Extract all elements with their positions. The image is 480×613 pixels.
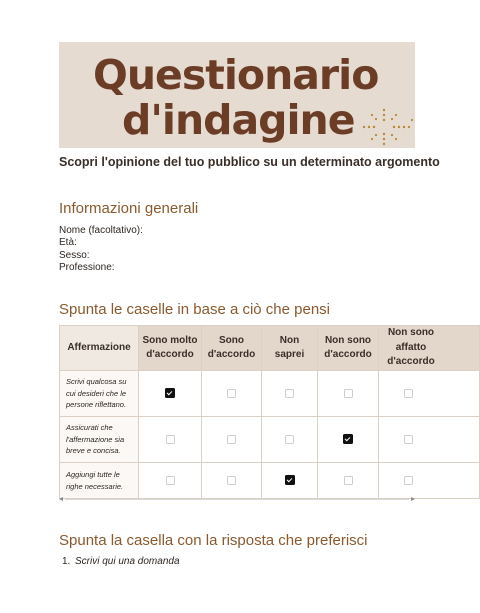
page-title-line-1: Questionario — [93, 51, 379, 99]
statement-cell: Assicurati che l'affermazione sia breve e concisa. — [60, 417, 139, 463]
table-row — [60, 463, 480, 499]
table-row — [60, 417, 480, 463]
survey-table — [59, 325, 480, 499]
table-row — [60, 371, 480, 417]
section-heading-general-info: Informazioni generali — [59, 200, 199, 217]
checkbox[interactable] — [227, 389, 236, 398]
scroll-right-icon[interactable] — [411, 497, 415, 501]
checkbox[interactable] — [165, 388, 175, 398]
column-header-disagree: Non sono d'accordo — [318, 326, 379, 371]
page-subtitle: Scopri l'opinione del tuo pubblico su un determinato argomento — [59, 155, 440, 169]
question-text[interactable]: Scrivi qui una domanda — [75, 556, 180, 567]
checkbox[interactable] — [227, 476, 236, 485]
checkbox[interactable] — [344, 389, 353, 398]
column-header-agree: Sono d'accordo — [202, 326, 262, 371]
checkbox[interactable] — [404, 476, 413, 485]
page-title-line-2: d'indagine — [122, 96, 355, 144]
checkbox[interactable] — [166, 476, 175, 485]
field-profession-label[interactable]: Professione: — [59, 261, 115, 273]
field-gender-label[interactable]: Sesso: — [59, 249, 90, 261]
statement-cell: Aggiungi tutte le righe necessarie. — [60, 463, 139, 499]
table-horizontal-scrollbar[interactable] — [59, 497, 415, 502]
checkbox[interactable] — [404, 435, 413, 444]
section-heading-survey: Spunta le caselle in base a ciò che pensi — [59, 301, 331, 318]
checkbox[interactable] — [404, 389, 413, 398]
column-header-statement: Affermazione — [60, 326, 139, 371]
section-heading-preference: Spunta la casella con la risposta che preferisci — [59, 532, 368, 549]
checkbox[interactable] — [343, 434, 353, 444]
question-list-item — [62, 556, 180, 567]
checkbox[interactable] — [285, 435, 294, 444]
checkbox[interactable] — [166, 435, 175, 444]
checkbox[interactable] — [344, 476, 353, 485]
field-name-label[interactable]: Nome (facoltativo): — [59, 225, 143, 236]
scroll-left-icon[interactable] — [59, 497, 63, 501]
column-header-strongly-agree: Sono molto d'accordo — [139, 326, 202, 371]
column-header-strongly-disagree: Non sono affatto d'accordo — [379, 326, 480, 371]
sparkle-icon — [360, 104, 414, 148]
checkbox[interactable] — [285, 475, 295, 485]
general-info-fields — [59, 225, 143, 274]
statement-cell: Scrivi qualcosa su cui desideri che le persone riflettano. — [60, 371, 139, 417]
checkbox[interactable] — [285, 389, 294, 398]
field-age-label[interactable]: Età: — [59, 237, 77, 249]
column-header-not-sure: Non saprei — [262, 326, 318, 371]
survey-table-scroll[interactable] — [59, 325, 435, 498]
question-number: 1. — [62, 556, 71, 567]
checkbox[interactable] — [227, 435, 236, 444]
